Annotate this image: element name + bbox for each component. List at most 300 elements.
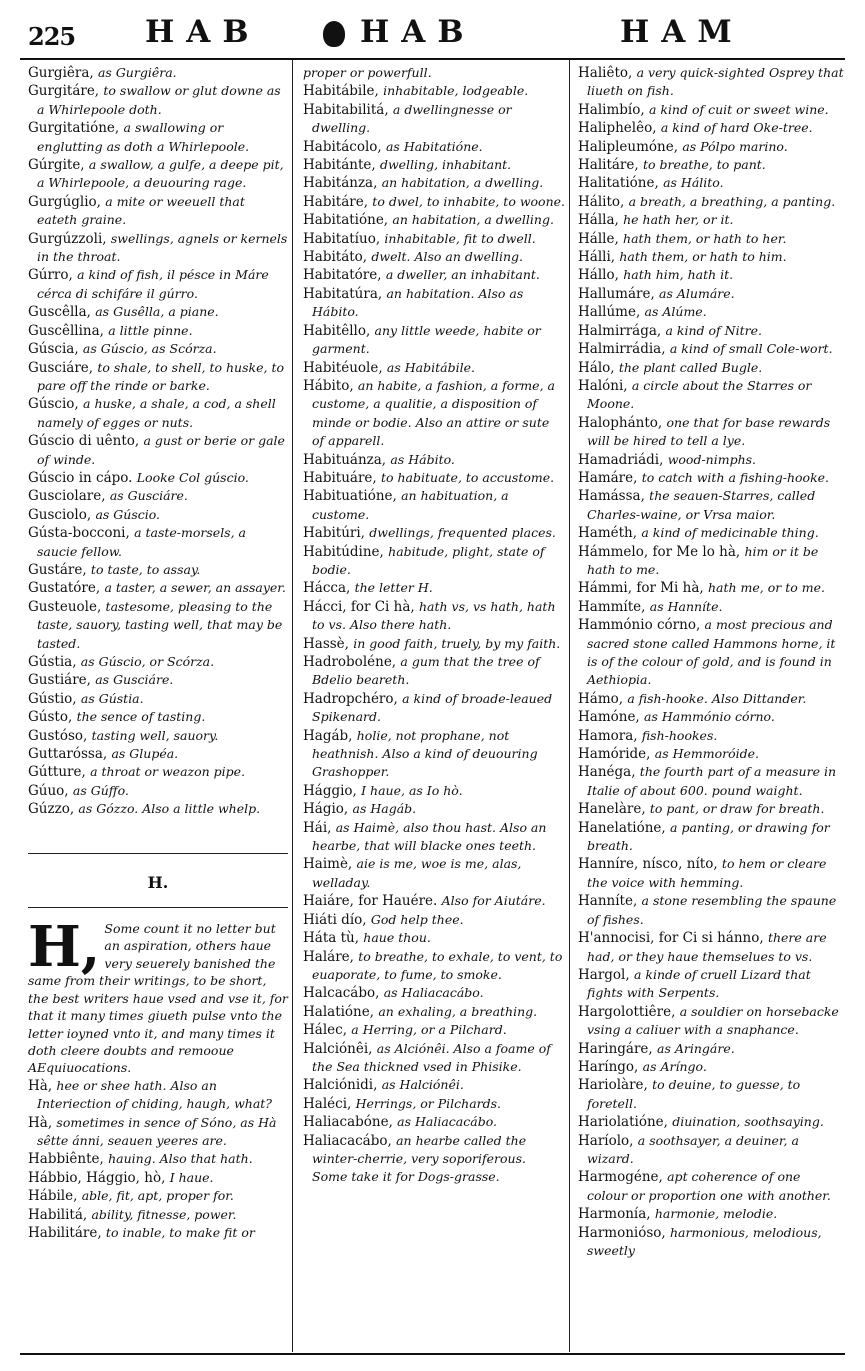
dictionary-entry: [28, 64, 288, 82]
entry-headword: Habilitáre,: [28, 1224, 102, 1241]
dictionary-entry: [28, 303, 288, 321]
entry-definition: to hem or cleare the voice with hemming.: [587, 856, 827, 890]
header-word-center: HAB: [360, 14, 476, 50]
entry-headword: Hadroboléne,: [303, 654, 397, 670]
entry-headword: Gúrro,: [28, 267, 73, 284]
dictionary-entry: [303, 1076, 565, 1094]
entry-definition: as Gusciáre.: [109, 488, 188, 504]
entry-definition: inhabitable, fit to dwell.: [384, 230, 536, 246]
entry-definition: hath them, or hath to him.: [619, 249, 787, 265]
entry-headword: Gúscia,: [28, 341, 79, 358]
entry-definition: hath me, or to me.: [707, 580, 825, 596]
dictionary-entry: [303, 579, 565, 597]
entry-definition: to deuine, to guesse, to foretell.: [587, 1077, 801, 1111]
column-3: [578, 64, 844, 1260]
entry-definition: an hearbe called the winter-cherrie, very soporiferous. Some take it for Dogs-grasse.: [312, 1132, 527, 1185]
drop-cap: H,: [28, 914, 101, 981]
dictionary-entry: [578, 156, 844, 174]
entry-headword: Halitatióne,: [578, 175, 659, 192]
page-number: 225: [28, 22, 76, 51]
dictionary-entry: [28, 1206, 288, 1224]
entry-headword: Hassè,: [303, 635, 349, 652]
dictionary-entry: [28, 800, 288, 818]
entry-headword: Hà,: [28, 1077, 53, 1094]
entry-headword: Hállo,: [578, 267, 619, 284]
entry-definition: tastesome, pleasing to the taste, sauory, tasting well, that may be tasted.: [37, 598, 283, 651]
entry-definition: wood-nimphs.: [667, 451, 757, 467]
dictionary-entry: [578, 1224, 844, 1261]
entry-headword: Hamóride,: [578, 746, 651, 763]
section-divider-top: [28, 853, 288, 854]
entry-headword: Gúuo,: [28, 782, 69, 799]
entry-headword: Habitácolo,: [303, 138, 382, 155]
dictionary-entry: [28, 340, 288, 358]
dictionary-entry: [303, 1040, 565, 1077]
dictionary-entry: [28, 690, 288, 708]
entry-headword: Hà,: [28, 1114, 53, 1131]
entry-headword: Hariolàre,: [578, 1077, 648, 1094]
entry-headword: Habitábile,: [303, 83, 379, 100]
entry-headword: Hariolatióne,: [578, 1114, 668, 1131]
entry-headword: Halophánto,: [578, 414, 663, 431]
entry-definition: a kind of cuit or sweet wine.: [648, 101, 829, 117]
entry-headword: Hággio,: [303, 782, 357, 799]
dictionary-entry: [578, 138, 844, 156]
entry-headword: Hálli,: [578, 249, 616, 266]
dictionary-entry: [578, 1168, 844, 1205]
entry-headword: Habitúri,: [303, 525, 365, 542]
entry-definition: swellings, agnels or kernels in the throat.: [37, 230, 288, 265]
dictionary-entry: [28, 1224, 288, 1242]
entry-definition: he hath her, or it.: [623, 212, 734, 228]
dictionary-entry: [303, 1132, 565, 1187]
entry-definition: a swallow, a gulfe, a deepe pit, a Whirlepoole, a deuouring rage.: [37, 157, 284, 191]
entry-definition: as Gúffo.: [72, 782, 129, 798]
dictionary-entry: [578, 377, 844, 414]
entry-headword: Hálo,: [578, 359, 615, 376]
entry-definition: proper or powerfull.: [303, 65, 432, 80]
dictionary-entry: [578, 101, 844, 119]
dictionary-entry: [28, 432, 288, 469]
entry-headword: Hágio,: [303, 801, 349, 818]
entry-definition: the fourth part of a measure in Italie of about 600. pound waight.: [587, 764, 837, 798]
entry-headword: Haiáre, for Hauére.: [303, 893, 438, 910]
entry-definition: a gum that the tree of Bdelio beareth.: [312, 654, 540, 688]
dictionary-entry: [303, 138, 565, 156]
entry-headword: Hamáre,: [578, 469, 638, 486]
entry-definition: Looke Col gúscio.: [136, 469, 249, 485]
dictionary-entry: [303, 193, 565, 211]
header-rule: [20, 58, 845, 60]
entry-definition: a most precious and sacred stone called Hammons horne, it is of the colour of gold, and is found in Aethiopia.: [587, 617, 836, 688]
dictionary-entry: [578, 598, 844, 616]
dictionary-entry: [28, 395, 288, 432]
dictionary-entry: [303, 322, 565, 359]
entry-definition: a mite or weeuell that eateth graine.: [37, 193, 245, 228]
dictionary-entry: [578, 1003, 844, 1040]
entry-headword: Haríngo,: [578, 1058, 639, 1075]
entry-definition: to dwel, to inhabite, to woone.: [372, 193, 565, 209]
entry-definition: a kind of fish, il pésce in Máre cérca di schifáre il gúrro.: [37, 267, 269, 301]
entry-headword: Halcacábo,: [303, 985, 380, 1002]
entry-headword: Háta tù,: [303, 930, 359, 947]
entry-headword: Gustóso,: [28, 727, 88, 744]
column-divider-1: [292, 60, 293, 1352]
entry-headword: Habitáre,: [303, 193, 368, 210]
entry-definition: a little pinne.: [108, 322, 193, 338]
dictionary-entry: [28, 1150, 288, 1168]
entry-definition: a dwellingnesse or dwelling.: [312, 101, 512, 136]
dictionary-entry: [303, 727, 565, 782]
entry-definition: I haue.: [169, 1169, 214, 1185]
entry-definition: to shale, to shell, to huske, to pare off the rinde or barke.: [37, 359, 284, 393]
entry-definition: the letter H.: [354, 580, 433, 596]
entry-headword: Haliacabóne,: [303, 1114, 393, 1131]
dictionary-entry: [303, 911, 565, 929]
dictionary-entry: [28, 653, 288, 671]
entry-definition: a taste-morsels, a saucie fellow.: [37, 525, 247, 559]
entry-headword: Habitéuole,: [303, 359, 383, 376]
entry-definition: dwelling, inhabitant.: [379, 157, 512, 173]
entry-definition: a kinde of cruell Lizard that fights with Serpents.: [587, 966, 811, 1001]
dictionary-entry: [303, 359, 565, 377]
dictionary-entry: [578, 616, 844, 690]
entry-definition: the sence of tasting.: [76, 709, 206, 725]
entry-definition: to swallow or glut downe as a Whirlepoole doth.: [37, 83, 281, 117]
dictionary-entry: [578, 266, 844, 284]
entry-headword: Gúrgite,: [28, 157, 85, 174]
dictionary-entry: [303, 690, 565, 727]
dictionary-entry: [28, 156, 288, 193]
entry-definition: as Habitábile.: [386, 359, 475, 375]
dictionary-entry: [578, 322, 844, 340]
entry-definition: holie, not prophane, not heathnish. Also a kind of deuouring Grashopper.: [312, 727, 538, 780]
dictionary-entry: [303, 855, 565, 892]
entry-definition: a kind of small Cole-wort.: [669, 341, 833, 357]
entry-definition: a kind of medicinable thing.: [641, 525, 819, 541]
entry-headword: Harmonía,: [578, 1206, 651, 1223]
entry-definition: as Alúme.: [644, 304, 707, 320]
dictionary-entry: [28, 524, 288, 561]
dictionary-entry: [578, 230, 844, 248]
entry-definition: hath them, or hath to her.: [623, 230, 787, 246]
dictionary-entry: [303, 469, 565, 487]
dictionary-entry: [303, 929, 565, 947]
entry-definition: able, fit, apt, proper for.: [81, 1188, 234, 1204]
entry-headword: Habituánza,: [303, 451, 387, 468]
entry-headword: Hálle,: [578, 230, 619, 247]
entry-definition: the seauen-Starres, called Charles-waine, or Vrsa maior.: [587, 488, 816, 522]
dictionary-entry: [578, 1205, 844, 1223]
dictionary-entry: [28, 119, 288, 156]
entry-definition: a stone resembling the spaune of fishes.: [587, 893, 837, 927]
entry-headword: Halitáre,: [578, 157, 639, 174]
entry-definition: a fish-hooke. Also Dittander.: [627, 690, 807, 706]
entry-definition: an habitation. Also as Hábito.: [312, 285, 524, 320]
entry-definition: God help thee.: [370, 911, 464, 927]
entry-definition: a gust or berie or gale of winde.: [37, 433, 285, 467]
entry-headword: Halatióne,: [303, 1003, 375, 1020]
entry-definition: hath him, hath it.: [623, 267, 734, 283]
entry-definition: a panting, or drawing for breath.: [587, 819, 830, 854]
entry-headword: Hámmi, for Mi hà,: [578, 580, 704, 597]
entry-definition: him or it be hath to me.: [587, 543, 819, 577]
dictionary-entry: [303, 64, 565, 82]
dictionary-entry: [28, 708, 288, 726]
entry-definition: sometimes in sence of Sóno, as Hà sêtte ánni, seauen yeeres are.: [37, 1114, 277, 1148]
entry-headword: Gústia,: [28, 654, 77, 670]
entry-definition: as Hemmoróide.: [654, 746, 759, 762]
entry-headword: Hamóne,: [578, 709, 640, 726]
entry-definition: to breathe, to exhale, to vent, to euaporate, to fume, to smoke.: [312, 948, 563, 982]
dictionary-entry: [578, 929, 844, 966]
entry-headword: Habitatúra,: [303, 285, 383, 302]
entry-headword: Hácci, for Ci hà,: [303, 598, 415, 615]
entry-headword: Habitánza,: [303, 175, 378, 192]
entry-headword: Hammónio córno,: [578, 617, 701, 634]
entry-definition: a kind of hard Oke-tree.: [660, 120, 813, 136]
entry-definition: as Haliacacábo.: [383, 985, 484, 1001]
dictionary-entry: [578, 1058, 844, 1076]
entry-definition: as Gúscio, as Scórza.: [82, 341, 217, 357]
dictionary-entry: [28, 782, 288, 800]
entry-headword: Haliphelêo,: [578, 120, 657, 137]
dictionary-entry: [578, 543, 844, 580]
dictionary-entry: [578, 414, 844, 451]
entry-definition: dwelt. Also an dwelling.: [371, 249, 524, 265]
dictionary-entry: [28, 579, 288, 597]
entry-definition: dwellings, frequented places.: [369, 525, 556, 541]
entry-headword: Hammíte,: [578, 598, 646, 615]
entry-headword: Gurgiêra,: [28, 65, 94, 81]
entry-headword: Hanéga,: [578, 764, 636, 781]
entry-headword: Gústo,: [28, 709, 73, 726]
dictionary-entry: [28, 598, 288, 653]
header-word-right: HAM: [620, 14, 744, 50]
entry-definition: apt coherence of one colour or proportion one with another.: [587, 1169, 831, 1203]
dictionary-entry: [28, 487, 288, 505]
entry-definition: habitude, plight, state of bodie.: [312, 543, 545, 577]
entry-headword: Halciónêi,: [303, 1040, 373, 1057]
entry-headword: Hiáti dío,: [303, 911, 367, 928]
entry-headword: Haringáre,: [578, 1040, 653, 1057]
entry-definition: as Hábito.: [390, 451, 455, 467]
dictionary-entry: [28, 727, 288, 745]
entry-definition: inhabitable, lodgeable.: [383, 83, 529, 99]
dictionary-entry: [578, 340, 844, 358]
entry-definition: to breathe, to pant.: [642, 157, 766, 173]
entry-headword: Gúzzo,: [28, 801, 75, 818]
entry-definition: as Pólpo marino.: [682, 138, 788, 154]
entry-headword: Gustáre,: [28, 561, 87, 578]
entry-definition: a Herring, or a Pilchard.: [351, 1022, 507, 1038]
entry-headword: Guttaróssa,: [28, 746, 108, 763]
entry-headword: Halóni,: [578, 377, 628, 394]
entry-headword: Hálla,: [578, 212, 619, 229]
entry-headword: Hamora,: [578, 727, 638, 744]
ornament-icon: [323, 21, 345, 47]
entry-definition: aie is me, woe is me, alas, welladay.: [312, 856, 522, 890]
dictionary-entry: [28, 1114, 288, 1151]
entry-definition: to inable, to make fit or: [105, 1224, 255, 1240]
dictionary-entry: [303, 1021, 565, 1039]
entry-definition: in good faith, truely, by my faith.: [353, 635, 561, 651]
dictionary-entry: [303, 948, 565, 985]
entry-headword: Hanelàre,: [578, 801, 646, 818]
entry-headword: Hábile,: [28, 1188, 78, 1205]
entry-definition: as Alciónêi. Also a foame of the Sea thickned vsed in Phisike.: [312, 1040, 551, 1074]
dictionary-entry: [578, 819, 844, 856]
entry-headword: Gústio,: [28, 690, 77, 707]
entry-headword: Habitánte,: [303, 157, 376, 174]
dictionary-entry: [303, 524, 565, 542]
dictionary-entry: [303, 598, 565, 635]
entry-definition: a circle about the Starres or Moone.: [587, 377, 812, 412]
entry-definition: as Gózzo. Also a little whelp.: [78, 801, 261, 817]
dictionary-entry: [303, 487, 565, 524]
dictionary-entry: [578, 174, 844, 192]
entry-headword: Habitúdine,: [303, 543, 384, 560]
dictionary-entry: [303, 230, 565, 248]
entry-headword: Haliêto,: [578, 65, 633, 81]
entry-headword: Gústa-bocconi,: [28, 525, 130, 542]
entry-definition: hauing. Also that hath.: [108, 1151, 253, 1167]
dictionary-entry: [578, 763, 844, 800]
entry-headword: Harmogéne,: [578, 1169, 663, 1186]
entry-headword: Hámo,: [578, 690, 624, 707]
dictionary-entry: [578, 193, 844, 211]
dictionary-entry: [28, 322, 288, 340]
dictionary-entry: [303, 211, 565, 229]
dictionary-entry: [578, 524, 844, 542]
entry-headword: Guscêllina,: [28, 322, 104, 339]
dictionary-entry: [303, 1003, 565, 1021]
entry-headword: Hálito,: [578, 193, 625, 210]
dictionary-entry: [28, 1077, 288, 1114]
dictionary-entry: [303, 156, 565, 174]
entry-headword: Hálec,: [303, 1022, 347, 1039]
entry-definition: there are had, or they haue themselues to vs.: [587, 930, 827, 964]
dictionary-entry: [578, 800, 844, 818]
dictionary-entry: [578, 211, 844, 229]
entry-headword: Hargolottiêre,: [578, 1003, 676, 1020]
entry-definition: a dweller, an inhabitant.: [385, 267, 540, 283]
dictionary-entry: [303, 266, 565, 284]
dictionary-entry: [28, 82, 288, 119]
dictionary-entry: [578, 745, 844, 763]
entry-definition: as Gúscio.: [95, 506, 161, 522]
dictionary-entry: [303, 782, 565, 800]
dictionary-entry: [578, 966, 844, 1003]
dictionary-entry: [28, 469, 288, 487]
dictionary-entry: [303, 984, 565, 1002]
dictionary-entry: [578, 248, 844, 266]
entry-headword: Habitatóre,: [303, 267, 382, 284]
column-1: [28, 64, 288, 1242]
entry-headword: Haméth,: [578, 525, 638, 542]
entry-definition: diuination, soothsaying.: [672, 1114, 824, 1130]
entry-headword: Halciónidi,: [303, 1077, 378, 1094]
dictionary-entry: [303, 82, 565, 100]
entry-headword: Habitáto,: [303, 249, 368, 266]
entry-headword: Hábbio, Hággio, hò,: [28, 1169, 166, 1186]
entry-headword: Halimbío,: [578, 101, 645, 118]
entry-definition: I haue, as Io hò.: [361, 782, 463, 798]
entry-definition: as Gusêlla, a piane.: [95, 304, 219, 320]
entry-headword: Habitêllo,: [303, 322, 371, 339]
entry-definition: any little weede, habite or garment.: [312, 322, 541, 357]
entry-definition: Herrings, or Pilchards.: [355, 1095, 502, 1111]
entry-definition: as Aríngo.: [642, 1058, 707, 1074]
entry-definition: a breath, a breathing, a panting.: [628, 193, 836, 209]
entry-definition: as Glupéa.: [111, 746, 179, 762]
entry-headword: Gútture,: [28, 764, 86, 781]
dictionary-entry: [578, 451, 844, 469]
entry-definition: as Gusciáre.: [95, 672, 174, 688]
dictionary-entry: [303, 1113, 565, 1131]
entry-headword: Habitatíuo,: [303, 230, 381, 247]
entry-headword: Haliacacábo,: [303, 1132, 392, 1149]
entry-definition: Also for Aiutáre.: [441, 893, 546, 909]
dictionary-entry: [28, 193, 288, 230]
entry-definition: to pant, or draw for breath.: [649, 801, 825, 817]
entry-definition: as Hammónio córno.: [644, 709, 775, 725]
entry-definition: as Gurgiêra.: [97, 65, 177, 80]
entry-definition: a soothsayer, a deuiner, a wizard.: [587, 1132, 799, 1166]
entry-headword: Gúscio in cápo.: [28, 469, 133, 486]
entry-definition: haue thou.: [363, 930, 431, 946]
dictionary-entry: [578, 1076, 844, 1113]
entry-definition: harmonie, melodie.: [654, 1206, 778, 1222]
dictionary-entry: [303, 635, 565, 653]
header-word-left: HAB: [145, 14, 261, 50]
entry-definition: as Hagáb.: [352, 801, 417, 817]
entry-headword: Hácca,: [303, 580, 351, 597]
entry-definition: to catch with a fishing-hooke.: [641, 469, 830, 485]
entry-definition: an exhaling, a breathing.: [378, 1003, 538, 1019]
entry-definition: the plant called Bugle.: [618, 359, 763, 375]
entry-definition: as Gúscio, or Scórza.: [80, 654, 215, 669]
entry-definition: to habituate, to accustome.: [380, 469, 555, 485]
dictionary-entry: [28, 1169, 288, 1187]
dictionary-entry: [303, 101, 565, 138]
entry-headword: Gustiáre,: [28, 672, 91, 689]
dictionary-entry: [578, 64, 844, 101]
dictionary-entry: [303, 248, 565, 266]
dictionary-entry: [578, 303, 844, 321]
entry-definition: a swallowing or englutting as doth a Whirlepoole.: [37, 120, 250, 154]
dictionary-entry: [303, 377, 565, 451]
dictionary-entry: [578, 690, 844, 708]
dictionary-entry: [578, 359, 844, 377]
entry-definition: as Gústia.: [80, 690, 144, 706]
entry-definition: one that for base rewards will be hired to tell a lye.: [587, 414, 831, 449]
entry-headword: Hallumáre,: [578, 285, 655, 302]
entry-definition: as Halciónêi.: [381, 1077, 464, 1093]
entry-headword: Habbiênte,: [28, 1151, 104, 1168]
entry-definition: as Hanníte.: [649, 598, 723, 614]
entry-definition: a taster, a sewer, an assayer.: [104, 580, 286, 596]
entry-headword: Gurgitáre,: [28, 83, 100, 100]
entry-headword: Gurgitatióne,: [28, 120, 120, 137]
entry-headword: Halipleumóne,: [578, 138, 679, 155]
entry-headword: Habituatióne,: [303, 488, 397, 505]
dictionary-entry: [578, 285, 844, 303]
dictionary-entry: [578, 1113, 844, 1131]
dictionary-entry: [578, 487, 844, 524]
dictionary-entry: [303, 1095, 565, 1113]
entry-headword: Haléci,: [303, 1095, 352, 1112]
